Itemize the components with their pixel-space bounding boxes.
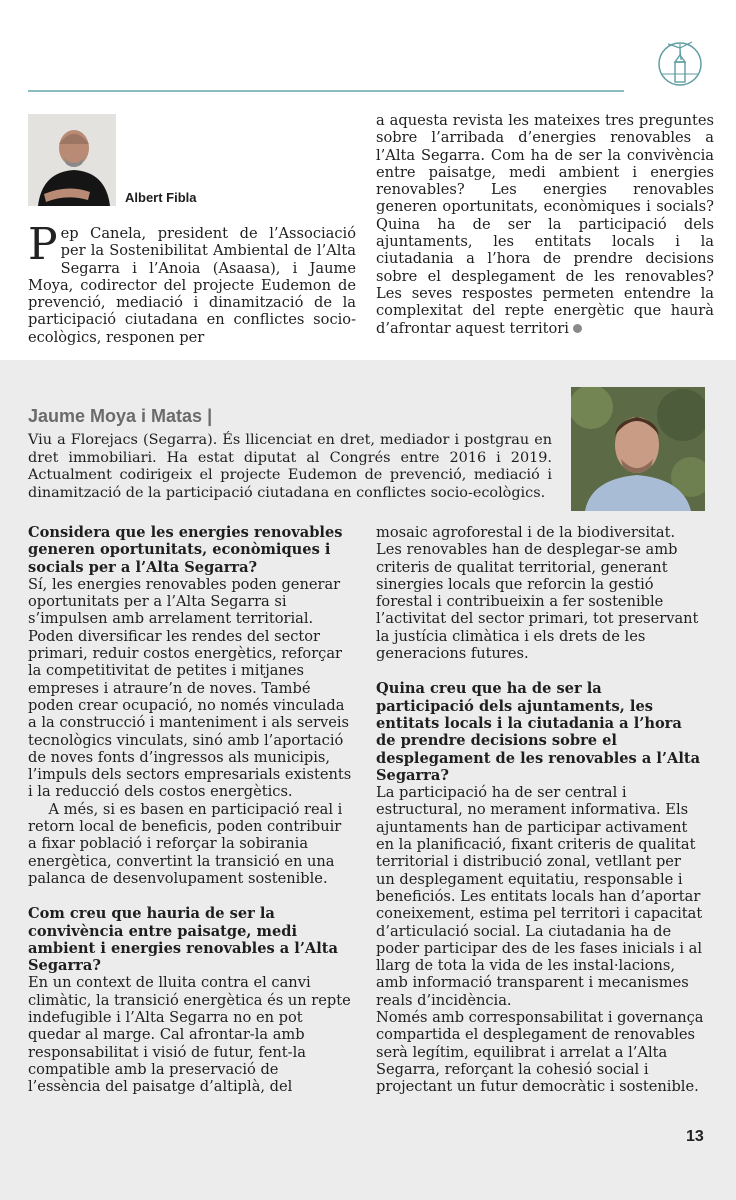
wind-turbine-logo-icon	[656, 38, 704, 88]
spacer	[28, 887, 353, 905]
albert-fibla-photo	[28, 114, 116, 206]
answer-1-paragraph-2: A més, si es basen en participació real i retorn local de beneficis, poden contribuir a fixar població i reforçar la sobirania energètica, convertint la transició en una palanca de desenvolupament sostenible.	[28, 800, 343, 887]
question-3: Quina creu que ha de ser la participació dels ajuntaments, les entitats locals i la ciutadania a l’hora de prendre decisions sobre el desplegament de les renovables a l’Alta Segarra?	[376, 680, 701, 784]
profile-name: Jaume Moya i Matas |	[28, 406, 213, 426]
answer-3-paragraph-2: Només amb corresponsabilitat i governança compartida el desplegament de renovables serà legítim, equilibrat i arrelat a l’Alta Segarra, reforçant la cohesió social i projectant un futur democràtic i sostenible.	[376, 1009, 704, 1096]
photo-caption: Albert Fibla	[125, 190, 197, 205]
end-mark-icon	[573, 324, 582, 333]
question-1: Considera que les energies renovables generen oportunitats, econòmiques i socials per a l’Alta Segarra?	[28, 524, 343, 576]
answer-2-part-1: En un context de lluita contra el canvi climàtic, la transició energètica és un repte indefugible i l’Alta Segarra no en pot quedar al marge. Cal afrontar-la amb responsabilitat i visió de futur, fent-la compatible amb la preservació de l’essència del paisatge d’altiplà, del	[28, 974, 351, 1096]
intro-text-left: ep Canela, president de l’Associació per la Sostenibilitat Ambiental de l’Alta Segarra i l’Anoia (Asaasa), i Jaume Moya, codirector del projecte Eudemon de prevenció, mediació i dinamització de la participació ciutadana en conflictes socio-ecològics, responen per	[28, 225, 356, 346]
answers-right-column	[376, 524, 704, 1096]
answers-left-column	[28, 524, 353, 1096]
intro-right-column	[376, 112, 714, 337]
answer-1-paragraph-1: Sí, les energies renovables poden generar oportunitats per a l’Alta Segarra si s’impulsen amb arrelament territorial. Poden diversificar les rendes del sector primari, reduir costos energètics, reforçar la competitivitat de petites i mitjanes empreses i atraure’n de noves. També poden crear ocupació, no només vinculada a la construcció i manteniment i als serveis tecnològics vinculats, sinó amb l’aportació de noves fonts d’ingressos als municipis, l’impuls dels sectors empresarials existents i la reducció dels costos energètics.	[28, 575, 352, 801]
answer-2-part-2: mosaic agroforestal i de la biodiversitat. Les renovables han de desplegar-se amb criteris de qualitat territorial, generant sinergies locals que reforcin la gestió forestal i contribueixin a fer sostenible l’activitat del sector primari, tot preservant la justícia climàtica i els drets de les generacions futures.	[376, 524, 699, 663]
question-2: Com creu que hauria de ser la convivència entre paisatge, medi ambient i energies renovables a l’Alta Segarra?	[28, 905, 338, 975]
page-number: 13	[686, 1128, 704, 1145]
header-rule	[28, 90, 624, 92]
answer-3-paragraph-1: La participació ha de ser central i estructural, no merament informativa. Els ajuntaments han de participar activament en la planificació, fixant criteris de qualitat territorial i distribució zonal, vetllant per un desplegament equitatiu, responsable i beneficiós. Les entitats locals han d’aportar coneixement, estima pel territori i capacitat d’articulació social. La ciutadania ha de poder participar des de les fases inicials i al llarg de tota la vida de les instal·lacions, amb informació transparent i mecanismes reals d’incidència.	[376, 784, 703, 1009]
spacer	[376, 662, 704, 680]
jaume-moya-photo	[571, 387, 705, 511]
profile-bio: Viu a Florejacs (Segarra). És llicenciat en dret, mediador i postgrau en dret immobiliari. Ha estat diputat al Congrés entre 2016 i 2019. Actualment codirigeix el projecte Eudemon de prevenció, mediació i dinamització de la participació ciutadana en conflictes socio-ecològics.	[28, 432, 552, 501]
drop-cap: P	[28, 219, 58, 270]
intro-left-column	[28, 219, 356, 346]
intro-text-right: a aquesta revista les mateixes tres preguntes sobre l’arribada d’energies renovables a l’Alta Segarra. Com ha de ser la convivència entre paisatge, medi ambient i energies renovables? Les energies renovables generen oportunitats, econòmiques i socials? Quina ha de ser la participació dels ajuntaments, les entitats locals i la ciutadania a l’hora de prendre decisions sobre el desplegament de les renovables? Les seves respostes permeten entendre la complexitat del repte energètic que haurà d’afrontar aquest territori	[376, 112, 714, 337]
